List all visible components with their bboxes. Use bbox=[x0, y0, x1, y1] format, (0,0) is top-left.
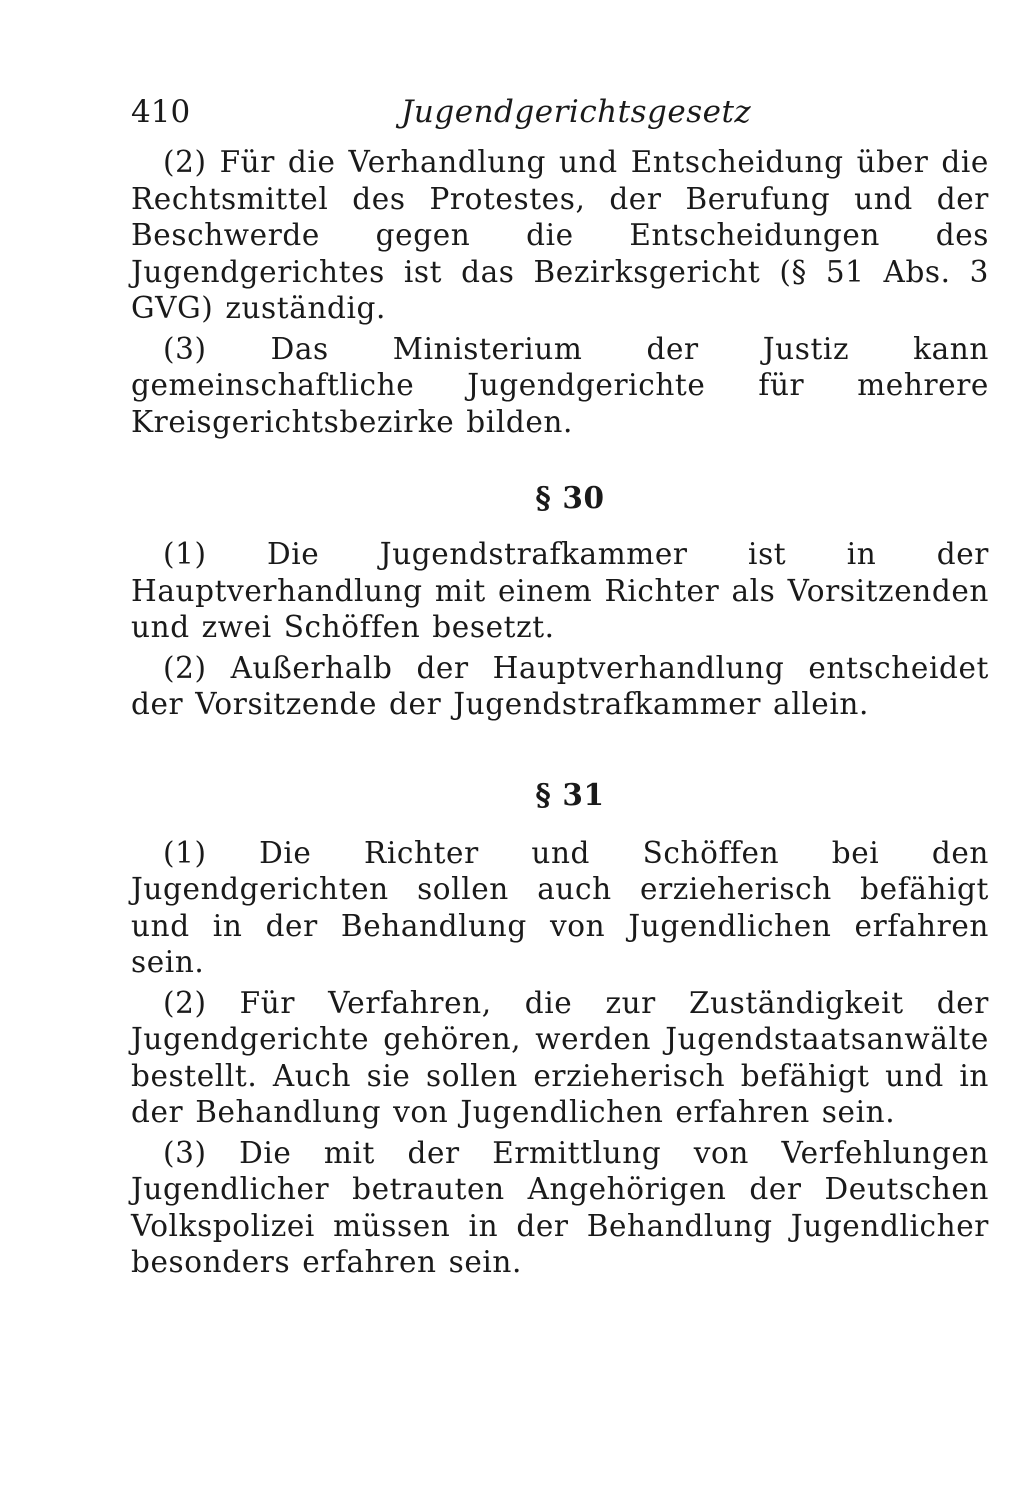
section-heading-31: § 31 bbox=[535, 776, 605, 812]
paragraph-30-1: (1) Die Jugendstrafkammer ist in der Hauptverhandlung mit einem Richter als Vorsitzenden und zwei Schöffen besetzt. bbox=[131, 537, 989, 644]
page-header bbox=[131, 92, 989, 142]
page-number: 410 bbox=[131, 94, 191, 130]
section-30 bbox=[131, 536, 989, 723]
paragraph-29-2: (2) Für die Verhandlung und Entscheidung über die Rechtsmittel des Protestes, der Berufung und der Beschwerde gegen die Entscheidungen des Jugendgerichtes ist das Bezirksgericht (§ 51 Abs. 3 GVG) zuständig. bbox=[131, 145, 989, 325]
paragraph-29-3: (3) Das Ministerium der Justiz kann gemeinschaftliche Jugendgerichte für mehrere Kreisgerichtsbezirke bilden. bbox=[131, 331, 989, 439]
paragraph-30-2: (2) Außerhalb der Hauptverhandlung entscheidet der Vorsitzende der Jugendstrafkammer allein. bbox=[131, 650, 989, 721]
paragraph-31-1: (1) Die Richter und Schöffen bei den Jugendgerichten sollen auch erzieherisch befähigt und in der Behandlung von Jugendlichen erfahren sein. bbox=[131, 835, 989, 979]
document-page bbox=[131, 92, 989, 1281]
section-31 bbox=[131, 835, 989, 1281]
paragraph-31-2: (2) Für Verfahren, die zur Zuständigkeit der Jugendgerichte gehören, werden Jugendstaatsanwälte bestellt. Auch sie sollen erzieherisch befähigt und in der Behandlung von Jugendlichen erfahren sein. bbox=[131, 985, 989, 1129]
paragraph-31-3: (3) Die mit der Ermittlung von Verfehlungen Jugendlicher betrauten Angehörigen der Deutschen Volkspolizei müssen in der Behandlung Jugendlicher besonders erfahren sein. bbox=[131, 1135, 989, 1279]
section-heading-30: § 30 bbox=[535, 480, 605, 515]
intro-paragraphs bbox=[131, 144, 989, 440]
running-title: Jugendgerichtsgesetz bbox=[401, 94, 752, 130]
